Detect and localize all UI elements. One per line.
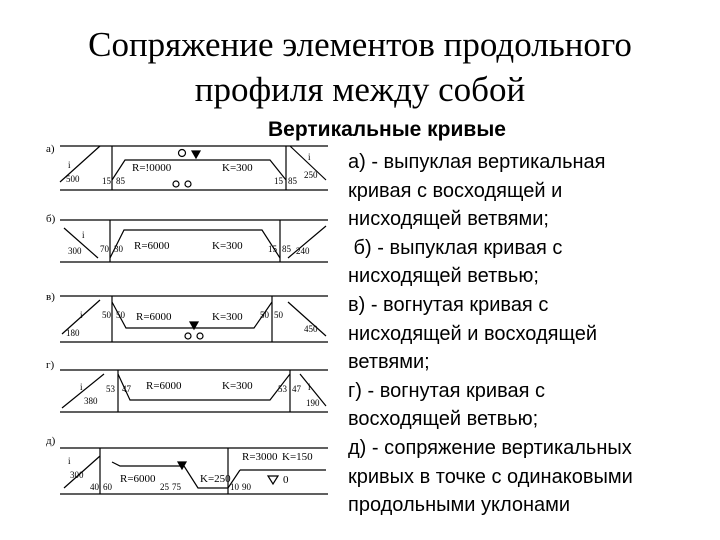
diagram-c-point-marker — [197, 333, 203, 339]
description-line: кривая с восходящей и — [348, 179, 563, 202]
description-line: д) - сопряжение вертикальных — [348, 436, 632, 459]
diagram-a-dim: 15 — [102, 176, 111, 186]
title-line-1: Сопряжение элементов продольного — [88, 25, 632, 64]
diagram-e-zero: 0 — [283, 474, 289, 486]
diagram-c-radius: R=6000 — [136, 311, 172, 323]
subtitle: Вертикальные кривые — [268, 118, 506, 141]
diagram-a-slope-value: 500 — [66, 174, 80, 184]
description-line: в) - вогнутая кривая с — [348, 293, 549, 316]
diagram-c-k: K=300 — [212, 311, 243, 323]
diagram-b — [46, 213, 328, 262]
diagram-e-k: K=250 — [200, 473, 231, 485]
description-line: ветвями; — [348, 351, 430, 374]
diagram-a-letter: а) — [46, 143, 55, 155]
diagram-a — [46, 143, 328, 190]
diagram-d-dim: 53 — [106, 384, 115, 394]
diagram-b-slope-value: 300 — [68, 246, 82, 256]
diagram-b-dim: 85 — [282, 244, 291, 254]
diagram-b-radius: R=6000 — [134, 240, 170, 252]
diagram-b-dim: 15 — [268, 244, 277, 254]
diagram-e-radius: R=6000 — [120, 473, 156, 485]
title-line-2: профиля между собой — [194, 70, 526, 109]
diagram-c — [46, 291, 328, 342]
diagram-d-dim: 47 — [292, 384, 301, 394]
diagram-a-dim: 85 — [116, 176, 125, 186]
description-line: нисходящей ветвями; — [348, 208, 549, 231]
diagram-a-dim: 15 — [274, 176, 283, 186]
diagram-d-slope-label: i — [308, 382, 311, 392]
diagram-e-dim: 40 — [90, 482, 99, 492]
diagram-a-k: K=300 — [222, 162, 253, 174]
diagram-d — [46, 359, 328, 412]
diagram-e-dim: 10 — [230, 482, 239, 492]
description-line: восходящей ветвью; — [348, 408, 539, 431]
diagram-e-letter: д) — [46, 435, 56, 447]
diagram-c-dim: 50 — [116, 310, 125, 320]
diagram-a-point-marker — [179, 150, 186, 157]
diagram-e-marker — [268, 476, 278, 484]
diagram-e-radius: R=3000 — [242, 451, 278, 463]
diagram-c-dim: 50 — [274, 310, 283, 320]
diagram-d-radius: R=6000 — [146, 380, 182, 392]
diagram-e-dim: 75 — [172, 482, 181, 492]
description-line: продольными уклонами — [348, 494, 571, 517]
diagram-e — [46, 435, 328, 494]
diagram-e-dim: 25 — [160, 482, 169, 492]
diagram-e-slope-value: 300 — [70, 470, 84, 480]
description-line: нисходящей и восходящей — [348, 322, 597, 345]
diagram-c-slope-value: 180 — [66, 328, 80, 338]
diagram-a-point-marker — [185, 181, 191, 187]
diagram-b-slope-label: i — [82, 230, 85, 240]
diagram-a-slope-label: i — [68, 160, 71, 170]
diagram-b-dim: 70 — [100, 244, 109, 254]
diagram-d-slope-label: i — [80, 382, 83, 392]
diagram-a-dim: 85 — [288, 176, 297, 186]
diagram-e-dim: 60 — [103, 482, 112, 492]
diagram-a-slope-label: i — [308, 152, 311, 162]
diagram-c-letter: в) — [46, 291, 55, 303]
description-line: б) - выпуклая кривая с — [348, 236, 563, 259]
diagram-b-k: K=300 — [212, 240, 243, 252]
diagram-c-slope-label: i — [80, 310, 83, 320]
diagram-a-apex-marker — [192, 151, 200, 158]
diagram-d-slope-value: 380 — [84, 396, 98, 406]
description-line: кривых в точке с одинаковыми — [348, 465, 633, 488]
diagram-d-dim: 53 — [278, 384, 287, 394]
diagram-e-k: K=150 — [282, 451, 313, 463]
description-line: а) - выпуклая вертикальная — [348, 151, 606, 173]
diagram-e-dim: 90 — [242, 482, 251, 492]
diagram-d-letter: г) — [46, 359, 55, 371]
diagram-c-point-marker — [185, 333, 191, 339]
diagram-d-dim: 47 — [122, 384, 131, 394]
diagram-d-slope-left — [62, 374, 104, 408]
diagram-b-dim: 30 — [114, 244, 123, 254]
description-line: г) - вогнутая кривая с — [348, 379, 545, 402]
diagram-b-slope-value: 240 — [296, 246, 310, 256]
diagram-a-point-marker — [173, 181, 179, 187]
diagram-a-slope-value: 250 — [304, 170, 318, 180]
diagram-b-letter: б) — [46, 213, 56, 225]
diagram-c-dim: 50 — [260, 310, 269, 320]
diagram-d-slope-value: 190 — [306, 398, 320, 408]
diagram-e-slope-label: i — [68, 456, 71, 466]
description-line: нисходящей ветвью; — [348, 265, 539, 288]
diagram-a-radius: R=!0000 — [132, 162, 172, 174]
diagram-d-k: K=300 — [222, 380, 253, 392]
diagram-c-slope-value: 450 — [304, 324, 318, 334]
diagram-d-curve — [118, 374, 290, 400]
diagram-c-dim: 50 — [102, 310, 111, 320]
